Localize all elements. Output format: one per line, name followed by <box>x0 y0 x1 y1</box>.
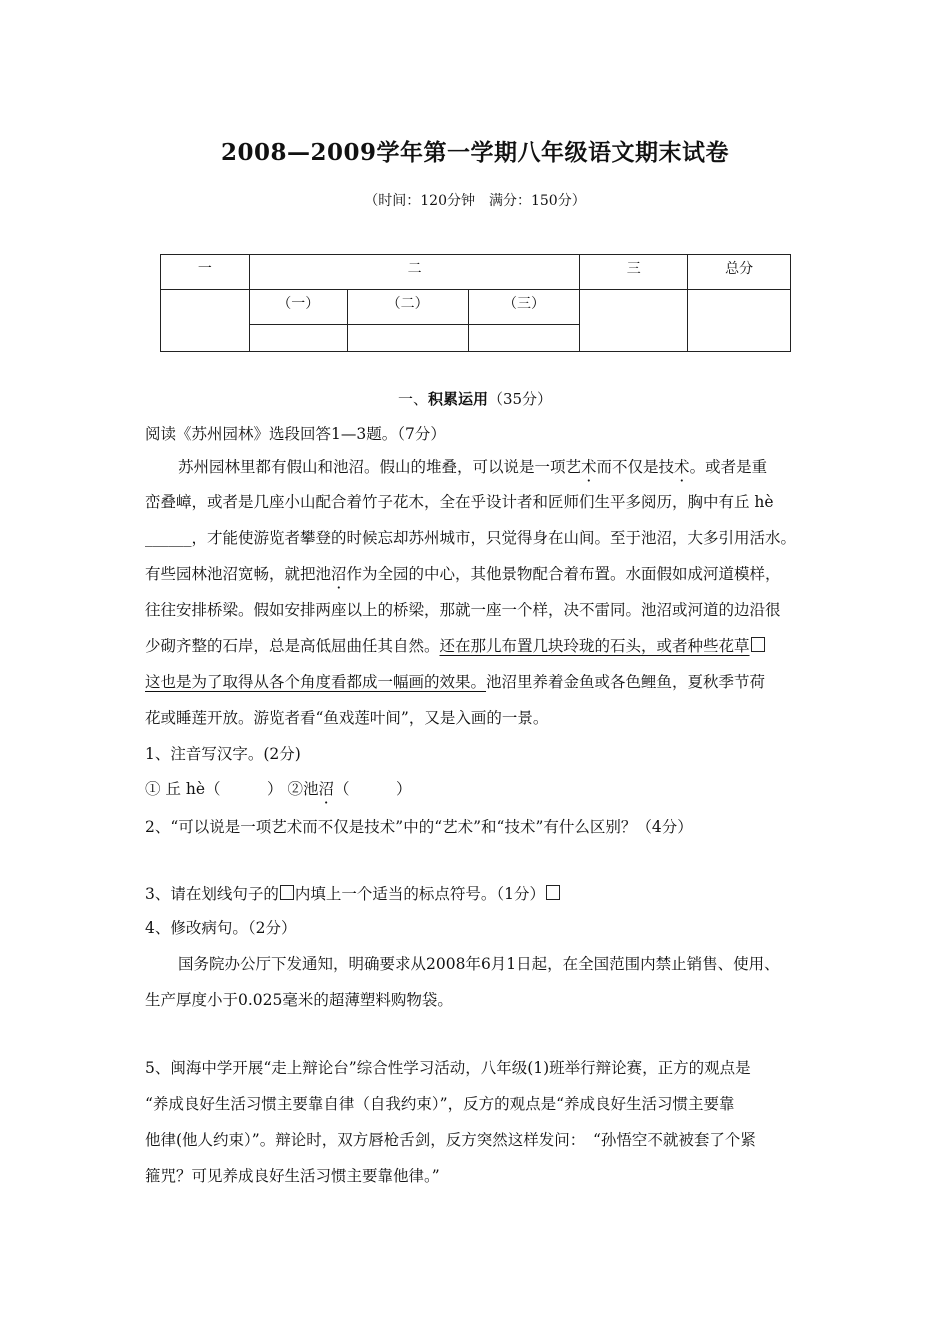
answer-blank-1: ① 丘 hè（ ） <box>145 780 283 798</box>
passage-line: 往往安排桥梁。假如安排两座以上的桥梁，那就一座一个样，决不雷同。池沼或河道的边沿很 <box>145 601 781 619</box>
question-text: 3、请在划线句子的 <box>145 885 279 903</box>
question-5: 5、闽海中学开展“走上辩论台”综合性学习活动，八年级(1)班举行辩论赛，正方的观点是 <box>145 1059 751 1077</box>
sentence-line: 国务院办公厅下发通知，明确要求从2008年6月1日起，在全国范围内禁止销售、使用、 <box>178 955 780 973</box>
score-header-part1: 一 <box>161 255 250 290</box>
passage-line <box>145 670 765 692</box>
emphasis-char: 沼 <box>331 565 347 583</box>
question-1-answers <box>145 777 412 799</box>
blank-box <box>751 637 765 652</box>
score-table <box>160 254 791 352</box>
score-cell-part1 <box>161 290 250 352</box>
score-header-part2: 二 <box>249 255 580 290</box>
score-header-part3: 三 <box>580 255 688 290</box>
question-1: 1、注音写汉字。(2分) <box>145 745 301 763</box>
exam-subtitle: （时间：120分钟 满分：150分） <box>364 193 586 209</box>
section-heading <box>0 388 950 409</box>
question-5-line: 他律(他人约束）”。辩论时，双方唇枪舌剑，反方突然这样发问： “孙悟空不就被套了个紧 <box>145 1131 756 1149</box>
question-5-line: 箍咒？可见养成良好生活习惯主要靠他律。” <box>145 1167 440 1185</box>
question-5-line: “养成良好生活习惯主要靠自律（自我约束）”，反方的观点是“养成良好生活习惯主要靠 <box>145 1095 735 1113</box>
reading-intro: 阅读《苏州园林》选段回答1—3题。（7分） <box>145 425 446 443</box>
question-2: 2、“可以说是一项艺术而不仅是技术”中的“艺术”和“技术”有什么区别？（4分） <box>145 818 693 836</box>
underlined-sentence: 还在那儿布置几块玲珑的石头，或者种些花草 <box>439 637 750 655</box>
emphasis-char: 术 <box>581 458 597 476</box>
answer-text: ②池 <box>287 780 319 798</box>
passage-text: 而不仅是技 <box>596 458 675 476</box>
score-cell-total <box>688 290 791 352</box>
blank-box <box>546 885 560 900</box>
passage-line: ______，才能使游览者攀登的时候忘却苏州城市，只觉得身在山间。至于池沼，大多引用活水。 <box>145 529 797 547</box>
passage-line: 峦叠嶂，或者是几座小山配合着竹子花木，全在乎设计者和匠师们生平多阅历，胸中有丘 hè <box>145 493 774 511</box>
question-text: 内填上一个适当的标点符号。（1分） <box>294 885 545 903</box>
passage-line <box>145 634 766 656</box>
passage-text: 池沼里养着金鱼或各色鲤鱼，夏秋季节荷 <box>486 673 766 691</box>
score-sub-header-1: （一） <box>249 290 347 325</box>
answer-blank-2: （ ） <box>333 780 412 798</box>
question-4: 4、修改病句。（2分） <box>145 919 297 937</box>
passage-line <box>178 455 767 477</box>
blank-box <box>280 885 294 900</box>
passage-text: 苏州园林里都有假山和池沼。假山的堆叠，可以说是一项艺 <box>178 458 582 476</box>
emphasis-char: 术 <box>674 458 690 476</box>
passage-text: 作为全园的中心，其他景物配合着布置。水面假如成河道模样， <box>346 565 781 583</box>
passage-text: 有些园林池沼宽畅，就把池 <box>145 565 332 583</box>
section-name: 积累运用 <box>427 390 488 408</box>
passage-line: 花或睡莲开放。游览者看“鱼戏莲叶间”，又是入画的一景。 <box>145 709 549 727</box>
passage-text: 。或者是重 <box>689 458 768 476</box>
passage-text: 少砌齐整的石岸，总是高低屈曲任其自然。 <box>145 637 440 655</box>
section-number: 一、 <box>397 390 428 408</box>
passage-line <box>145 562 781 584</box>
score-header-total: 总分 <box>688 255 791 290</box>
underlined-sentence: 这也是为了取得从各个角度看都成一幅画的效果。 <box>145 673 487 691</box>
section-points: （35分） <box>487 390 553 408</box>
score-sub-header-2: （二） <box>347 290 468 325</box>
score-cell-sub1 <box>249 325 347 352</box>
score-cell-sub3 <box>468 325 580 352</box>
score-sub-header-3: （三） <box>468 290 580 325</box>
question-3 <box>145 882 561 904</box>
sentence-line: 生产厚度小于0.025毫米的超薄塑料购物袋。 <box>145 991 453 1009</box>
emphasis-char: 沼 <box>318 780 334 798</box>
exam-title: 2008—2009学年第一学期八年级语文期末试卷 <box>220 139 730 166</box>
score-cell-sub2 <box>347 325 468 352</box>
score-cell-part3 <box>580 290 688 352</box>
